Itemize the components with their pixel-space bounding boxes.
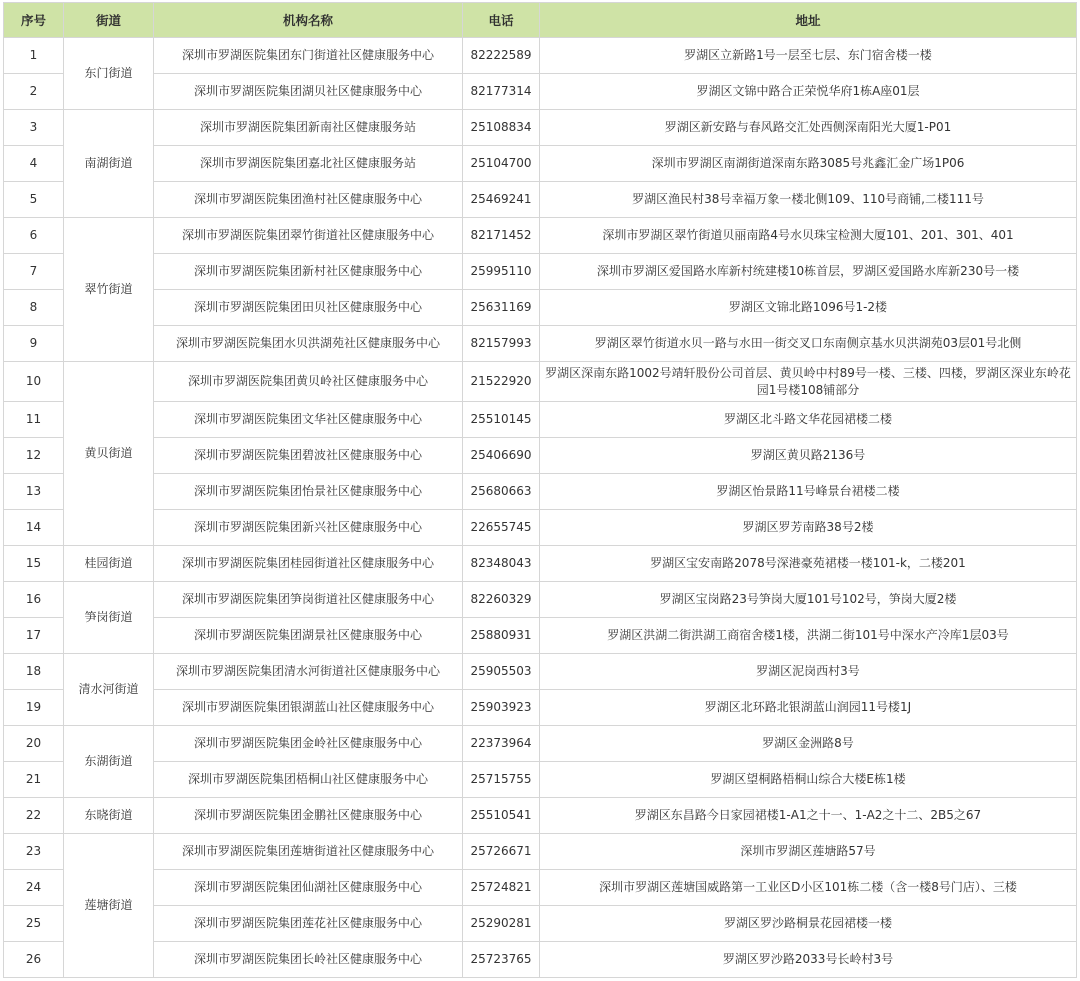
table-row bbox=[4, 254, 1077, 290]
header-address: 地址 bbox=[540, 3, 1077, 38]
row-no: 15 bbox=[4, 546, 64, 582]
row-name: 深圳市罗湖医院集团怡景社区健康服务中心 bbox=[154, 474, 463, 510]
table-row bbox=[4, 546, 1077, 582]
row-name: 深圳市罗湖医院集团清水河街道社区健康服务中心 bbox=[154, 654, 463, 690]
row-address: 罗湖区黄贝路2136号 bbox=[540, 438, 1077, 474]
table-row bbox=[4, 654, 1077, 690]
row-no: 1 bbox=[4, 38, 64, 74]
table-row bbox=[4, 834, 1077, 870]
header-name: 机构名称 bbox=[154, 3, 463, 38]
row-no: 9 bbox=[4, 326, 64, 362]
row-name: 深圳市罗湖医院集团银湖蓝山社区健康服务中心 bbox=[154, 690, 463, 726]
row-name: 深圳市罗湖医院集团新南社区健康服务站 bbox=[154, 110, 463, 146]
row-phone: 22373964 bbox=[463, 726, 540, 762]
table-row bbox=[4, 182, 1077, 218]
row-address: 罗湖区渔民村38号幸福万象一楼北侧109、110号商铺,二楼111号 bbox=[540, 182, 1077, 218]
row-address: 罗湖区文锦中路合正荣悦华府1栋A座01层 bbox=[540, 74, 1077, 110]
row-address: 罗湖区东昌路今日家园裙楼1-A1之十一、1-A2之十二、2B5之67 bbox=[540, 798, 1077, 834]
row-phone: 25510145 bbox=[463, 402, 540, 438]
row-address: 深圳市罗湖区翠竹街道贝丽南路4号水贝珠宝检测大厦101、201、301、401 bbox=[540, 218, 1077, 254]
row-no: 14 bbox=[4, 510, 64, 546]
row-phone: 82157993 bbox=[463, 326, 540, 362]
table-row bbox=[4, 474, 1077, 510]
row-address: 罗湖区深南东路1002号靖轩股份公司首层、黄贝岭中村89号一楼、三楼、四楼，罗湖区深业东岭花园1号楼108铺部分 bbox=[540, 362, 1077, 402]
row-no: 2 bbox=[4, 74, 64, 110]
row-address: 罗湖区望桐路梧桐山综合大楼E栋1楼 bbox=[540, 762, 1077, 798]
institution-table bbox=[3, 2, 1077, 978]
row-name: 深圳市罗湖医院集团渔村社区健康服务中心 bbox=[154, 182, 463, 218]
table-row bbox=[4, 582, 1077, 618]
row-address: 罗湖区北环路北银湖蓝山润园11号楼1J bbox=[540, 690, 1077, 726]
row-name: 深圳市罗湖医院集团田贝社区健康服务中心 bbox=[154, 290, 463, 326]
row-no: 11 bbox=[4, 402, 64, 438]
row-name: 深圳市罗湖医院集团翠竹街道社区健康服务中心 bbox=[154, 218, 463, 254]
row-phone: 25290281 bbox=[463, 906, 540, 942]
row-phone: 82177314 bbox=[463, 74, 540, 110]
row-no: 20 bbox=[4, 726, 64, 762]
row-no: 26 bbox=[4, 942, 64, 978]
row-street: 东门街道 bbox=[64, 38, 154, 110]
table-row bbox=[4, 218, 1077, 254]
row-phone: 82348043 bbox=[463, 546, 540, 582]
table-row bbox=[4, 110, 1077, 146]
table-row bbox=[4, 326, 1077, 362]
row-no: 12 bbox=[4, 438, 64, 474]
row-name: 深圳市罗湖医院集团新村社区健康服务中心 bbox=[154, 254, 463, 290]
header-phone: 电话 bbox=[463, 3, 540, 38]
row-address: 罗湖区文锦北路1096号1-2楼 bbox=[540, 290, 1077, 326]
row-street: 东湖街道 bbox=[64, 726, 154, 798]
row-name: 深圳市罗湖医院集团梧桐山社区健康服务中心 bbox=[154, 762, 463, 798]
table-row bbox=[4, 870, 1077, 906]
row-address: 深圳市罗湖区莲塘国威路第一工业区D小区101栋二楼（含一楼8号门店）、三楼 bbox=[540, 870, 1077, 906]
row-name: 深圳市罗湖医院集团仙湖社区健康服务中心 bbox=[154, 870, 463, 906]
row-address: 罗湖区立新路1号一层至七层、东门宿舍楼一楼 bbox=[540, 38, 1077, 74]
row-name: 深圳市罗湖医院集团长岭社区健康服务中心 bbox=[154, 942, 463, 978]
row-name: 深圳市罗湖医院集团嘉北社区健康服务站 bbox=[154, 146, 463, 182]
table-row bbox=[4, 942, 1077, 978]
row-street: 清水河街道 bbox=[64, 654, 154, 726]
row-name: 深圳市罗湖医院集团湖贝社区健康服务中心 bbox=[154, 74, 463, 110]
row-no: 8 bbox=[4, 290, 64, 326]
table-row bbox=[4, 690, 1077, 726]
row-name: 深圳市罗湖医院集团水贝洪湖苑社区健康服务中心 bbox=[154, 326, 463, 362]
row-no: 6 bbox=[4, 218, 64, 254]
row-street: 南湖街道 bbox=[64, 110, 154, 218]
row-address: 罗湖区宝岗路23号笋岗大厦101号102号，笋岗大厦2楼 bbox=[540, 582, 1077, 618]
row-phone: 82222589 bbox=[463, 38, 540, 74]
row-no: 19 bbox=[4, 690, 64, 726]
table-row bbox=[4, 438, 1077, 474]
row-no: 10 bbox=[4, 362, 64, 402]
row-address: 罗湖区宝安南路2078号深港豪苑裙楼一楼101-k，二楼201 bbox=[540, 546, 1077, 582]
row-name: 深圳市罗湖医院集团莲塘街道社区健康服务中心 bbox=[154, 834, 463, 870]
row-no: 25 bbox=[4, 906, 64, 942]
row-no: 18 bbox=[4, 654, 64, 690]
row-phone: 82171452 bbox=[463, 218, 540, 254]
row-no: 5 bbox=[4, 182, 64, 218]
table-row bbox=[4, 362, 1077, 402]
row-phone: 25104700 bbox=[463, 146, 540, 182]
row-no: 7 bbox=[4, 254, 64, 290]
row-no: 3 bbox=[4, 110, 64, 146]
row-phone: 25406690 bbox=[463, 438, 540, 474]
table-row bbox=[4, 290, 1077, 326]
row-street: 桂园街道 bbox=[64, 546, 154, 582]
row-name: 深圳市罗湖医院集团金岭社区健康服务中心 bbox=[154, 726, 463, 762]
row-no: 4 bbox=[4, 146, 64, 182]
row-no: 13 bbox=[4, 474, 64, 510]
table-row bbox=[4, 618, 1077, 654]
row-phone: 25723765 bbox=[463, 942, 540, 978]
row-address: 罗湖区罗沙路桐景花园裙楼一楼 bbox=[540, 906, 1077, 942]
row-address: 深圳市罗湖区莲塘路57号 bbox=[540, 834, 1077, 870]
row-phone: 25715755 bbox=[463, 762, 540, 798]
row-phone: 25631169 bbox=[463, 290, 540, 326]
institution-table-container bbox=[3, 2, 1076, 978]
row-address: 罗湖区罗芳南路38号2楼 bbox=[540, 510, 1077, 546]
table-row bbox=[4, 726, 1077, 762]
row-street: 莲塘街道 bbox=[64, 834, 154, 978]
row-street: 东晓街道 bbox=[64, 798, 154, 834]
row-name: 深圳市罗湖医院集团莲花社区健康服务中心 bbox=[154, 906, 463, 942]
table-row bbox=[4, 762, 1077, 798]
row-address: 罗湖区洪湖二街洪湖工商宿舍楼1楼，洪湖二街101号中深水产冷库1层03号 bbox=[540, 618, 1077, 654]
row-street: 翠竹街道 bbox=[64, 218, 154, 362]
row-address: 深圳市罗湖区南湖街道深南东路3085号兆鑫汇金广场1P06 bbox=[540, 146, 1077, 182]
row-phone: 25680663 bbox=[463, 474, 540, 510]
table-row bbox=[4, 74, 1077, 110]
row-phone: 25469241 bbox=[463, 182, 540, 218]
row-phone: 82260329 bbox=[463, 582, 540, 618]
row-name: 深圳市罗湖医院集团东门街道社区健康服务中心 bbox=[154, 38, 463, 74]
table-row bbox=[4, 798, 1077, 834]
row-address: 深圳市罗湖区爱国路水库新村统建楼10栋首层，罗湖区爱国路水库新230号一楼 bbox=[540, 254, 1077, 290]
row-name: 深圳市罗湖医院集团文华社区健康服务中心 bbox=[154, 402, 463, 438]
row-phone: 22655745 bbox=[463, 510, 540, 546]
row-phone: 25903923 bbox=[463, 690, 540, 726]
row-phone: 25726671 bbox=[463, 834, 540, 870]
row-address: 罗湖区罗沙路2033号长岭村3号 bbox=[540, 942, 1077, 978]
row-phone: 25905503 bbox=[463, 654, 540, 690]
row-phone: 25724821 bbox=[463, 870, 540, 906]
row-street: 笋岗街道 bbox=[64, 582, 154, 654]
header-no: 序号 bbox=[4, 3, 64, 38]
row-address: 罗湖区翠竹街道水贝一路与水田一街交叉口东南侧京基水贝洪湖苑03层01号北侧 bbox=[540, 326, 1077, 362]
row-no: 22 bbox=[4, 798, 64, 834]
row-address: 罗湖区怡景路11号峰景台裙楼二楼 bbox=[540, 474, 1077, 510]
row-phone: 25880931 bbox=[463, 618, 540, 654]
table-row bbox=[4, 402, 1077, 438]
header-street: 街道 bbox=[64, 3, 154, 38]
row-phone: 25510541 bbox=[463, 798, 540, 834]
row-name: 深圳市罗湖医院集团新兴社区健康服务中心 bbox=[154, 510, 463, 546]
row-name: 深圳市罗湖医院集团湖景社区健康服务中心 bbox=[154, 618, 463, 654]
row-street: 黄贝街道 bbox=[64, 362, 154, 546]
row-name: 深圳市罗湖医院集团金鹏社区健康服务中心 bbox=[154, 798, 463, 834]
row-address: 罗湖区北斗路文华花园裙楼二楼 bbox=[540, 402, 1077, 438]
row-phone: 21522920 bbox=[463, 362, 540, 402]
row-name: 深圳市罗湖医院集团笋岗街道社区健康服务中心 bbox=[154, 582, 463, 618]
table-header-row bbox=[4, 3, 1077, 38]
table-row bbox=[4, 146, 1077, 182]
row-name: 深圳市罗湖医院集团桂园街道社区健康服务中心 bbox=[154, 546, 463, 582]
row-name: 深圳市罗湖医院集团黄贝岭社区健康服务中心 bbox=[154, 362, 463, 402]
row-phone: 25995110 bbox=[463, 254, 540, 290]
row-no: 24 bbox=[4, 870, 64, 906]
table-row bbox=[4, 38, 1077, 74]
row-no: 23 bbox=[4, 834, 64, 870]
row-address: 罗湖区泥岗西村3号 bbox=[540, 654, 1077, 690]
row-address: 罗湖区新安路与春风路交汇处西侧深南阳光大厦1-P01 bbox=[540, 110, 1077, 146]
table-row bbox=[4, 906, 1077, 942]
row-no: 17 bbox=[4, 618, 64, 654]
row-phone: 25108834 bbox=[463, 110, 540, 146]
row-no: 16 bbox=[4, 582, 64, 618]
table-row bbox=[4, 510, 1077, 546]
row-name: 深圳市罗湖医院集团碧波社区健康服务中心 bbox=[154, 438, 463, 474]
row-address: 罗湖区金洲路8号 bbox=[540, 726, 1077, 762]
row-no: 21 bbox=[4, 762, 64, 798]
